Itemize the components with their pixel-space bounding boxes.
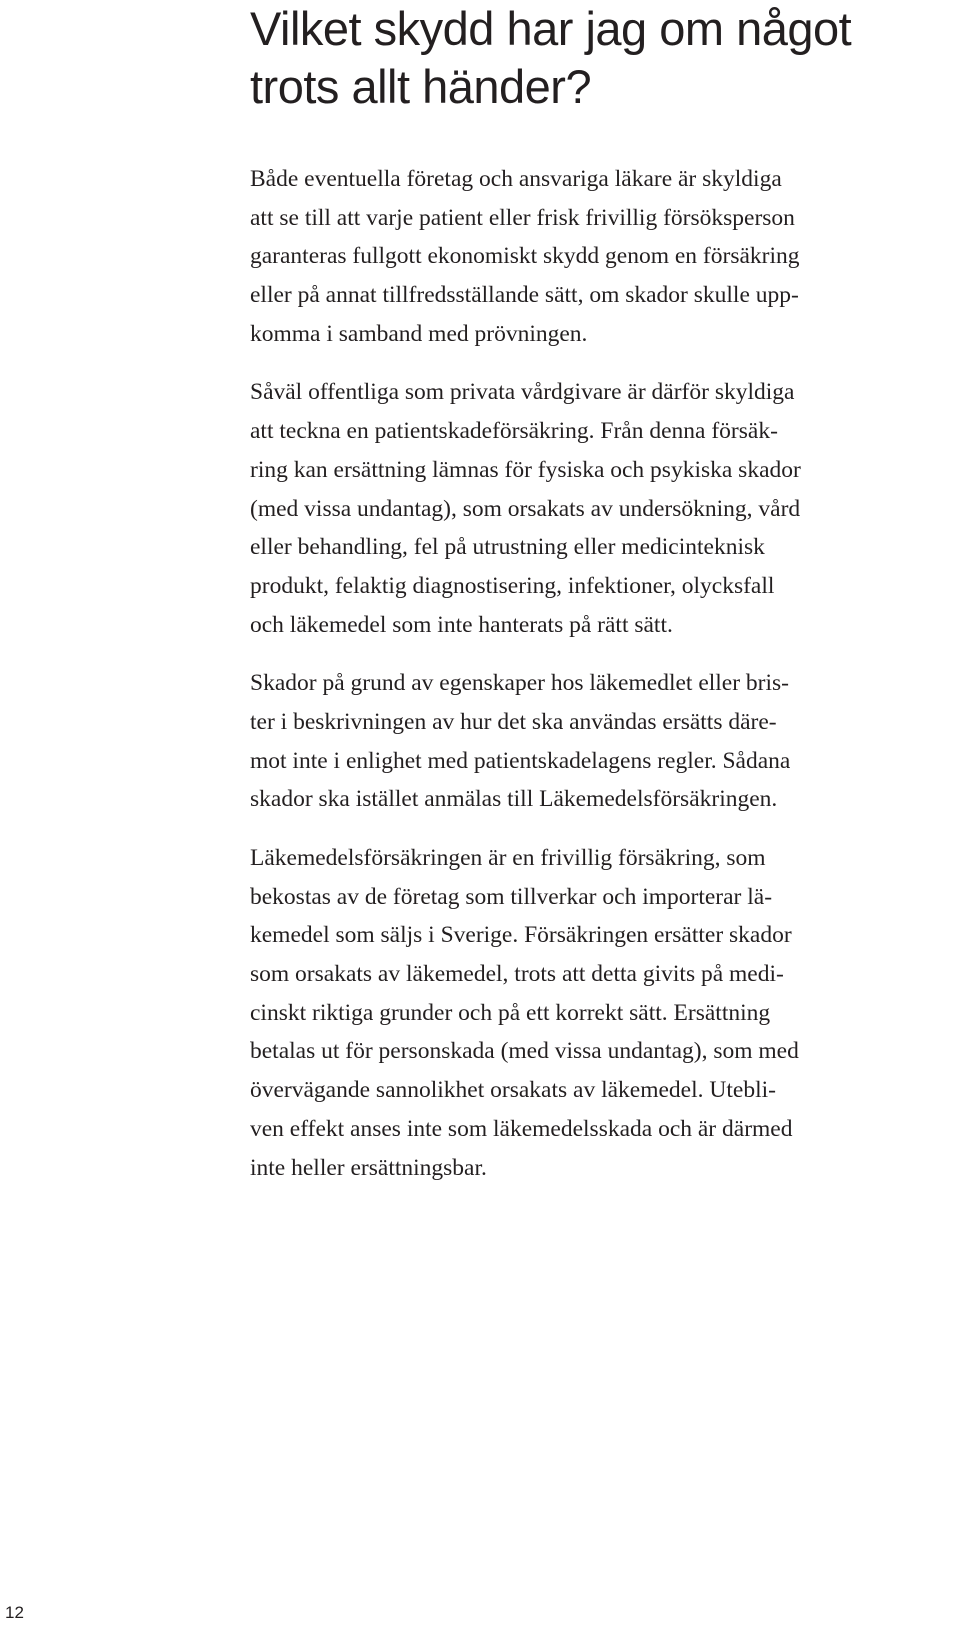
paragraph-pharmaceutical-insurance — [250, 839, 920, 1187]
text-line: ring kan ersättning lämnas för fysiska och psykiska skador — [250, 456, 801, 483]
text-line: eller på annat tillfredsställande sätt, om skador skulle upp- — [250, 282, 799, 309]
text-line: och läkemedel som inte hanterats på rätt sätt. — [250, 611, 673, 638]
text-line: Läkemedelsförsäkringen är en frivillig försäkring, som — [250, 845, 766, 871]
text-line: att teckna en patientskadeförsäkring. Från denna försäk- — [250, 418, 778, 445]
paragraph-insurance-obligation — [250, 160, 920, 353]
page-number: 12 — [5, 1603, 24, 1622]
text-line: som orsakats av läkemedel, trots att detta givits på medi- — [250, 961, 784, 988]
text-line: skador ska istället anmälas till Läkemedelsförsäkringen. — [250, 786, 778, 813]
text-line: ter i beskrivningen av hur det ska användas ersätts däre- — [250, 708, 777, 735]
text-line: kemedel som säljs i Sverige. Försäkringen ersätter skador — [250, 922, 792, 949]
text-line: produkt, felaktig diagnostisering, infektioner, olycksfall — [250, 572, 775, 599]
paragraph-patient-injury-insurance — [250, 373, 920, 644]
text-line: ven effekt anses inte som läkemedelsskada och är därmed — [250, 1115, 793, 1142]
text-line: Både eventuella företag och ansvariga läkare är skyldiga — [250, 166, 782, 192]
paragraph-drug-properties — [250, 664, 920, 819]
text-line: eller behandling, fel på utrustning eller medicinteknisk — [250, 534, 765, 561]
text-line: bekostas av de företag som tillverkar och importerar lä- — [250, 883, 773, 910]
text-line: inte heller ersättningsbar. — [250, 1154, 487, 1181]
text-line: Såväl offentliga som privata vårdgivare är därför skyldiga — [250, 379, 795, 406]
text-line: komma i samband med prövningen. — [250, 320, 588, 347]
text-line: (med vissa undantag), som orsakats av undersökning, vård — [250, 495, 801, 522]
heading-line: trots allt händer? — [250, 60, 592, 113]
text-line: betalas ut för personskada (med vissa undantag), som med — [250, 1038, 799, 1065]
text-line: Skador på grund av egenskaper hos läkemedlet eller bris- — [250, 670, 790, 697]
text-line: mot inte i enlighet med patientskadelagens regler. Sådana — [250, 747, 791, 774]
text-line: garanteras fullgott ekonomiskt skydd genom en försäkring — [250, 243, 800, 270]
heading-line: Vilket skydd har jag om något — [250, 2, 852, 55]
text-line: att se till att varje patient eller frisk frivillig försöksperson — [250, 204, 795, 231]
page-heading — [250, 0, 930, 116]
text-line: cinskt riktiga grunder och på ett korrekt sätt. Ersättning — [250, 999, 771, 1026]
body-text — [250, 160, 920, 1207]
text-line: övervägande sannolikhet orsakats av läkemedel. Utebli- — [250, 1077, 776, 1104]
